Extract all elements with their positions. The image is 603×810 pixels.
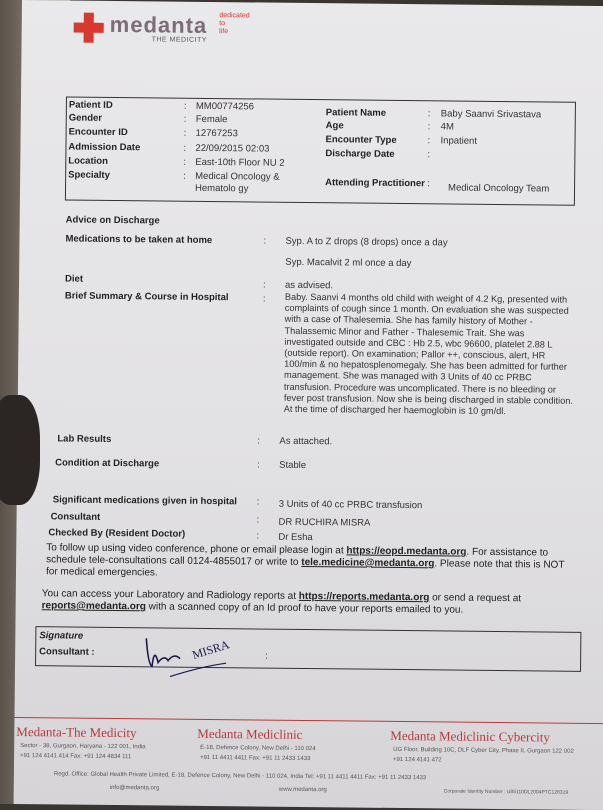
reports-note xyxy=(42,588,574,618)
footer-cin: Corporate Identity Number : U85110DL2004PTC128319 xyxy=(443,788,569,796)
attending-practitioner-value: Medical Oncology Team xyxy=(447,182,550,195)
encounter-type-label: Encounter Type xyxy=(325,134,397,146)
colon: : xyxy=(256,496,260,508)
colon: : xyxy=(427,135,431,147)
encounter-id-label: Encounter ID xyxy=(68,126,128,139)
medanta-logo xyxy=(74,11,250,45)
signature-hand-text: MISRA xyxy=(190,637,231,662)
signature-title: Signature xyxy=(39,630,84,642)
encounter-type-value: Inpatient xyxy=(440,135,478,147)
eopd-link[interactable]: https://eopd.medanta.org xyxy=(346,545,467,558)
signature-colon: : xyxy=(265,650,268,662)
footer-email: info@medanta.org xyxy=(109,784,160,792)
specialty-value: Medical Oncology & Hematolo gy xyxy=(194,170,280,195)
brand-tag-1: dedicated xyxy=(219,12,250,20)
followup-text-c: . Please note that this is NOT for medical emergencies. xyxy=(45,558,565,579)
footer-web: www.medanta.org xyxy=(278,786,327,794)
colon: : xyxy=(262,293,266,305)
sigmed-value: 3 Units of 40 cc PRBC transfusion xyxy=(278,498,423,512)
patient-name-value: Baby Saanvi Srivastava xyxy=(440,108,542,121)
colon: : xyxy=(427,108,431,120)
colon: : xyxy=(257,435,261,447)
colon: : xyxy=(262,279,266,291)
medanta-cross-icon xyxy=(74,13,104,43)
colon: : xyxy=(183,113,187,125)
footer-col2-addr: E-18, Defence Colony, New Delhi - 110 024 xyxy=(200,744,316,753)
lab-results-value: As attached. xyxy=(279,435,333,448)
age-value: 4M xyxy=(440,121,454,133)
reports-text-c: with a scanned copy of an Id proof to have your reports emailed to you. xyxy=(145,601,464,616)
diet-label: Diet xyxy=(65,273,84,285)
signature-box xyxy=(35,626,581,672)
reports-email-link[interactable]: reports@medanta.org xyxy=(41,600,146,613)
colon: : xyxy=(427,149,431,161)
footer-col3-title: Medanta Mediclinic Cybercity xyxy=(390,727,550,745)
specialty-label: Specialty xyxy=(68,169,110,181)
summary-label: Brief Summary & Course in Hospital xyxy=(64,290,229,304)
colon: : xyxy=(183,170,186,182)
admission-date-label: Admission Date xyxy=(68,141,141,154)
age-label: Age xyxy=(325,120,344,132)
encounter-id-value: 12767253 xyxy=(195,127,238,140)
footer-col3-addr: UG Floor, Building 10C, DLF Cyber City, Phase II, Gurgaon 122 002 xyxy=(393,746,574,755)
advice-title: Advice on Discharge xyxy=(65,214,160,227)
brand-tag-3: life xyxy=(219,28,229,36)
brand-sub: THE MEDICITY xyxy=(151,36,208,44)
colon: : xyxy=(183,156,187,168)
sigmed-label: Significant medications given in hospital xyxy=(52,494,238,508)
condition-label: Condition at Discharge xyxy=(55,457,160,470)
patient-id-label: Patient ID xyxy=(68,99,113,111)
patient-id-value: MM00774256 xyxy=(195,100,255,113)
colon: : xyxy=(183,127,187,139)
med-2: Syp. Macalvit 2 ml once a day xyxy=(285,256,412,270)
checked-by-label: Checked By (Resident Doctor) xyxy=(48,527,186,540)
telemedicine-email-link[interactable]: tele.medicine@medanta.org xyxy=(301,556,435,570)
footer-col2-title: Medanta Mediclinic xyxy=(197,725,303,742)
gender-label: Gender xyxy=(68,112,103,124)
brand-tag-2: to xyxy=(219,20,226,28)
consultant-value: DR RUCHIRA MISRA xyxy=(278,516,371,529)
followup-text-b: . For assistance to schedule tele-consultations call 0124-4855017 or write to xyxy=(46,546,549,568)
reports-link[interactable]: https://reports.medanta.org xyxy=(298,590,430,604)
signature-consultant-label: Consultant : xyxy=(39,646,95,658)
patient-name-label: Patient Name xyxy=(325,107,387,119)
reports-text-b: or send a request at xyxy=(429,592,522,605)
colon: : xyxy=(427,121,431,133)
colon: : xyxy=(257,459,260,471)
discharge-date-label: Discharge Date xyxy=(325,148,395,160)
reports-text-a: You can access your Laboratory and Radiology reports at xyxy=(41,588,299,602)
diet-value: as advised. xyxy=(284,279,334,292)
condition-value: Stable xyxy=(279,459,307,472)
footer-col1-phone: +91 124 4141 414 Fax: +91 124 4834 111 xyxy=(20,753,132,761)
gender-value: Female xyxy=(195,113,228,126)
colon: : xyxy=(256,530,260,542)
handwritten-signature xyxy=(140,626,251,683)
summary-text: Baby. Saanvi 4 months old child with weight of 4.2 Kg, presented with complaints of cough since 1 month. On evaluation she was suspected with a case of Thalesemia. She has family history of Mother - Thalassemic Minor and Father - Thalesemic Trait. She was investigated outside and CBC : Hb 2.5, wbc 96600, platelet 2.88 L (outside report). On examination; Pallor ++, conscious, alert, HR 100/min & no hepatosplenomegaly. She has been admitted for further management. She was managed with 3 Units of 40 cc PRBC transfusion. Procedure was uncomplicated. There is no bleeding or fever post transfusion. Now she is being discharged in stable condition. At the time of discharged her haemoglobin is 10 gm/dl. xyxy=(283,291,573,417)
colon: : xyxy=(427,178,430,190)
admission-date-value: 22/09/2015 02:03 xyxy=(195,142,270,155)
footer-col3-phone: +91 124 4141 472 xyxy=(393,756,442,764)
footer-col1-title: Medanta-The Medicity xyxy=(16,723,137,741)
colon: : xyxy=(183,142,187,154)
thumb-shadow xyxy=(0,395,40,505)
discharge-summary-page xyxy=(14,0,603,810)
footer-col1-addr: Sector - 38, Gurgaon, Haryana - 122 001, India xyxy=(20,743,146,751)
meds-label: Medications to be taken at home xyxy=(65,233,213,247)
attending-practitioner-label: Attending Practitioner xyxy=(325,177,425,190)
footer-regd-office: Regd. Office: Global Health Private Limited, E-18, Defence Colony, New Delhi - 110 024, India Tel: +91 11 4411 4411 Fax: +91 11 2433 1433 xyxy=(53,771,427,782)
followup-note xyxy=(46,542,578,584)
footer-divider xyxy=(14,717,603,724)
colon: : xyxy=(183,100,187,112)
colon: : xyxy=(256,514,260,526)
followup-text-a: To follow up using video conference, phone or email please login at xyxy=(46,542,347,557)
colon: : xyxy=(263,235,267,247)
location-label: Location xyxy=(68,155,108,167)
consultant-label: Consultant xyxy=(50,511,101,523)
lab-results-label: Lab Results xyxy=(57,433,112,445)
checked-by-value: Dr Esha xyxy=(278,531,313,544)
footer-col2-phone: +91 11 4411 4411 Fax: +91 11 2433 1433 xyxy=(200,754,311,763)
location-value: East-10th Floor NU 2 xyxy=(195,156,285,169)
med-1: Syp. A to Z drops (8 drops) once a day xyxy=(285,235,448,249)
brand-name: medanta xyxy=(109,11,208,38)
